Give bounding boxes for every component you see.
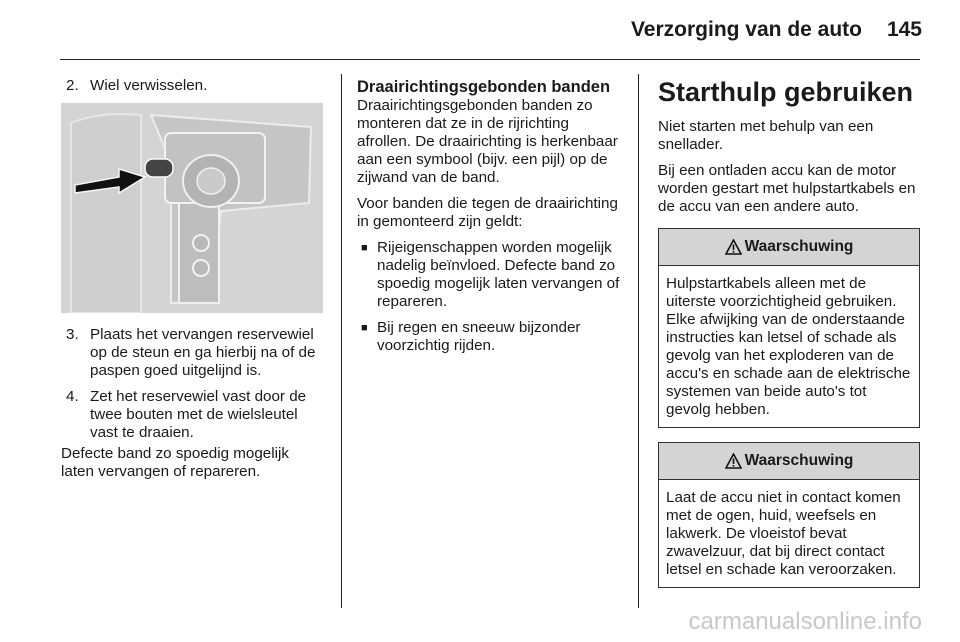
page-number: 145 (886, 18, 922, 41)
left-column (61, 77, 325, 489)
warning-text: Hulpstartkabels alleen met de uiterste voorzichtigheid gebruiken. Elke afwijking van de onderstaande instructies kan letsel of schade als gevolg van het exploderen van de accu's en schade aan de elektrische systemen van beide auto's tot gevolg hebben. (666, 275, 911, 418)
step-number: 4. (66, 388, 79, 405)
watermark: carmanualsonline.info (688, 608, 922, 635)
warning-triangle-icon (725, 453, 742, 469)
warning-header (659, 229, 919, 266)
step-2 (61, 77, 325, 95)
step-text: Plaats het vervangen reservewiel op de steun en ga hierbij na of de paspen goed uitgelijnd is. (90, 326, 316, 379)
warning-triangle-icon (725, 239, 742, 255)
bolt-upper (193, 235, 209, 251)
warning-box-2 (658, 442, 920, 588)
warning-title: Waarschuwing (744, 452, 854, 469)
bullet-mark: ■ (361, 242, 368, 254)
warning-box-1 (658, 228, 920, 428)
bullet-text: Rijeigenschappen worden mogelijk nadelig beïnvloed. Defecte band zo spoedig mogelijk laten vervangen of repareren. (377, 239, 620, 310)
middle-column (357, 78, 623, 363)
header-rule (60, 59, 920, 60)
column-divider-2 (638, 74, 639, 608)
jump-start-paragraph-2: Bij een ontladen accu kan de motor worden gestart met hulpstartkabels en de accu van een andere auto. (658, 162, 916, 215)
bullet-text: Bij regen en sneeuw bijzonder voorzichtig rijden. (377, 319, 581, 354)
step-3 (61, 326, 325, 380)
directional-tires-heading: Draairichtingsgebonden banden (357, 78, 611, 96)
step-number: 2. (66, 77, 79, 94)
locating-pin (145, 159, 173, 177)
right-column (658, 76, 920, 602)
defect-tire-note: Defecte band zo spoedig mogelijk laten vervangen of repareren. (61, 445, 289, 480)
step-text: Wiel verwisselen. (90, 77, 208, 94)
warning-title: Waarschuwing (744, 238, 854, 255)
wheel-hub-inner (197, 168, 225, 194)
bullet-item-1 (357, 239, 623, 311)
step-4 (61, 388, 325, 442)
step-number: 3. (66, 326, 79, 343)
bolt-lower (193, 260, 209, 276)
directional-tires-paragraph-2: Voor banden die tegen de draairichting in gemonteerd zijn geldt: (357, 195, 618, 230)
spare-wheel-illustration (61, 103, 323, 313)
step-text: Zet het reservewiel vast door de twee bouten met de wielsleutel vast te draaien. (90, 388, 307, 441)
directional-tires-paragraph-1: Draairichtingsgebonden banden zo monteren dat ze in de rijrichting afrollen. De draairichting is herkenbaar aan een symbool (bijv. een pijl) op de zijwand van de band. (357, 97, 618, 186)
column-divider-1 (341, 74, 342, 608)
jump-start-paragraph-1: Niet starten met behulp van een snellader. (658, 118, 874, 153)
jump-start-heading: Starthulp gebruiken (658, 77, 914, 107)
warning-text: Laat de accu niet in contact komen met de ogen, huid, weefsels en lakwerk. De vloeistof bevat zwavelzuur, dat bij direct contact letsel en schade kan veroorzaken. (666, 489, 901, 578)
body-panel-outline (71, 114, 141, 313)
warning-header (659, 443, 919, 480)
header-title: Verzorging van de auto (630, 18, 862, 41)
bullet-item-2 (357, 319, 623, 355)
bullet-mark: ■ (361, 322, 368, 334)
